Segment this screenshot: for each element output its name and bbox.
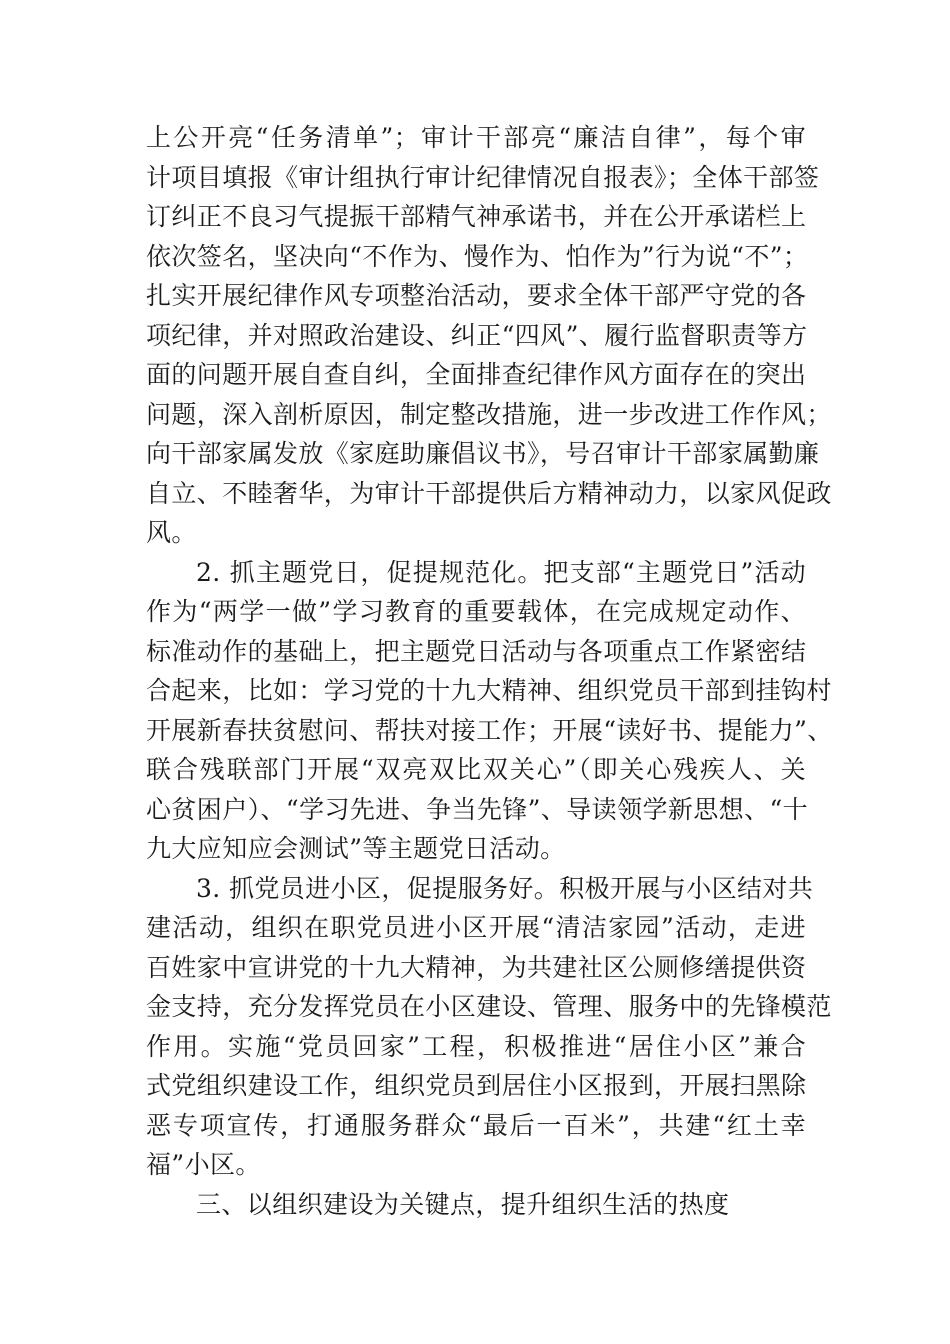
text-line: 合起来，比如：学习党的十九大精神、组织党员干部到挂钩村	[146, 676, 832, 705]
text-line: 上公开亮“任务清单”；审计干部亮“廉洁自律”，每个审	[146, 123, 806, 152]
text-line: 心贫困户）、“学习先进、争当先锋”、导读领学新思想、“十	[146, 794, 809, 824]
section-heading-text: 三、以组织建设为关键点，提升组织生活的热度	[196, 1189, 730, 1219]
paragraph-community-service	[146, 869, 832, 1185]
text-line: 问题，深入剖析原因，制定整改措施，进一步改进工作作风；	[146, 399, 832, 429]
text-line: 式党组织建设工作，组织党员到居住小区报到，开展扫黑除	[146, 1071, 807, 1100]
document-body	[146, 118, 833, 1224]
text-line: 建活动，组织在职党员进小区开展“清洁家园”活动，走进	[146, 913, 806, 942]
paragraph-theme-party-day	[146, 553, 833, 869]
text-line: 福”小区。	[146, 1150, 261, 1179]
text-line: 扎实开展纪律作风专项整治活动，要求全体干部严守党的各	[146, 281, 807, 310]
text-line: 金支持，充分发挥党员在小区建设、管理、服务中的先锋模范	[146, 992, 832, 1021]
text-line: 开展新春扶贫慰问、帮扶对接工作；开展“读好书、提能力”、	[146, 715, 833, 745]
section-heading-3	[146, 1185, 806, 1225]
text-line: 风。	[146, 518, 197, 547]
text-line: 自立、不睦奢华，为审计干部提供后方精神动力，以家风促政	[146, 478, 832, 508]
text-line: 项纪律，并对照政治建设、纠正“四风”、履行监督职责等方	[146, 320, 808, 350]
text-line: 依次签名，坚决向“不作为、慢作为、怕作为”行为说“不”；	[146, 241, 809, 271]
text-line: 标准动作的基础上，把主题党日活动与各项重点工作紧密结	[146, 636, 807, 666]
text-line: 面的问题开展自查自纠，全面排查纪律作风方面存在的突出	[146, 360, 807, 389]
text-line: 3. 抓党员进小区，促提服务好。积极开展与小区结对共	[196, 873, 814, 903]
text-line: 联合残联部门开展“双亮双比双关心”（即关心残疾人、关	[146, 755, 806, 784]
text-line: 作用。实施“党员回家”工程，积极推进“居住小区”兼合	[146, 1031, 806, 1061]
text-line: 向干部家属发放《家庭助廉倡议书》，号召审计干部家属勤廉	[146, 439, 820, 468]
text-line: 订纠正不良习气提振干部精气神承诺书，并在公开承诺栏上	[146, 202, 807, 231]
text-line: 计项目填报《审计组执行审计纪律情况自报表》；全体干部签	[146, 162, 820, 192]
text-line: 九大应知应会测试”等主题党日活动。	[146, 834, 566, 863]
text-line: 作为“两学一做”学习教育的重要载体，在完成规定动作、	[146, 597, 806, 626]
text-line: 恶专项宣传，打通服务群众“最后一百米”，共建“红土幸	[146, 1110, 806, 1140]
text-line: 2. 抓主题党日，促提规范化。把支部“主题党日”活动	[196, 557, 806, 587]
paragraph-discipline	[146, 118, 832, 553]
text-line: 百姓家中宣讲党的十九大精神，为共建社区公厕修缮提供资	[146, 952, 807, 982]
